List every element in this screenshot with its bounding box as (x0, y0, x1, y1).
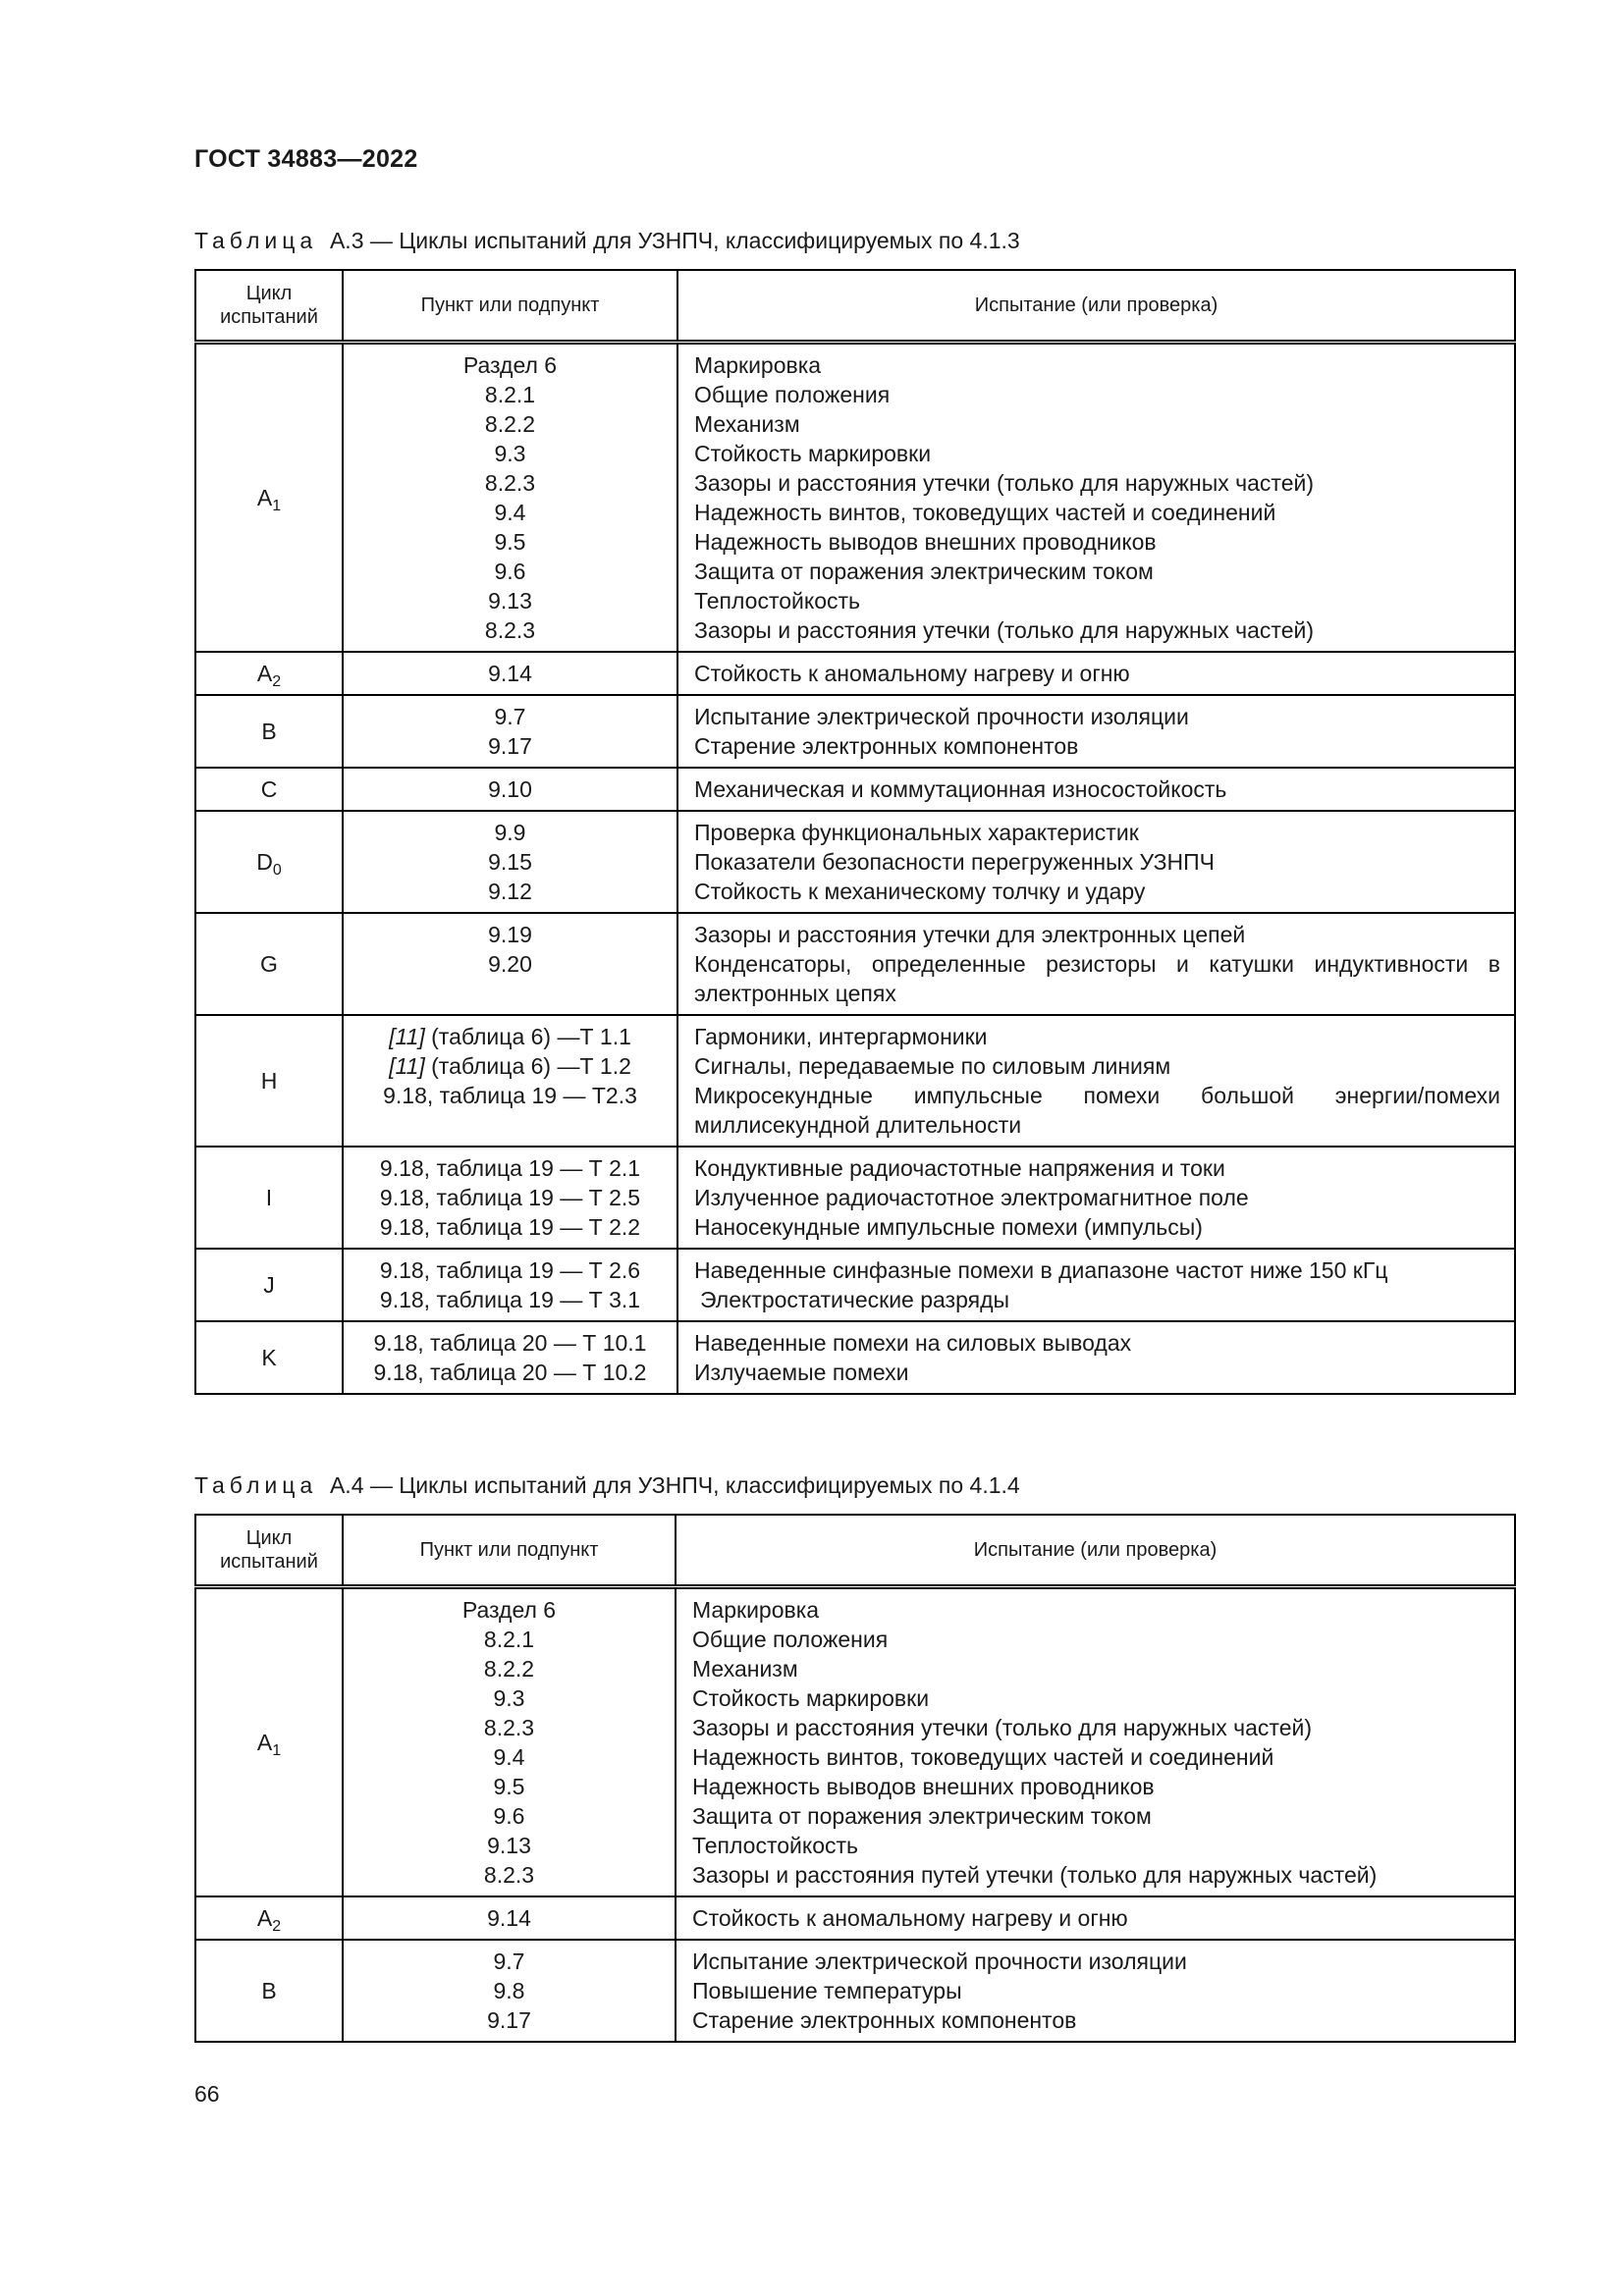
cycle-cell: $A_2$ (195, 652, 343, 695)
table-row (195, 1587, 1515, 1897)
point-cell: 9.14 (343, 1896, 676, 1940)
cycle-cell: $A_1$ (195, 343, 343, 653)
point-cell: 9.9 9.15 9.12 (343, 811, 677, 913)
test-cell: Гармоники, интергармоники Сигналы, передаваемые по силовым линиям Микросекундные импульсные помехи большой энергии/помехи миллисекундной длительности (677, 1015, 1515, 1147)
header-cycle: Цикл испытаний (195, 270, 343, 343)
cycle-cell: $D_0$ (195, 811, 343, 913)
cycle-cell: H (195, 1015, 343, 1147)
test-cell: Маркировка Общие положения Механизм Стойкость маркировки Зазоры и расстояния утечки (только для наружных частей) Надежность винтов, токоведущих частей и соединений Надежность выводов внешних проводников Защита от поражения электрическим током Теплостойкость Зазоры и расстояния утечки (только для наружных частей) (677, 343, 1515, 653)
point-cell: 9.18, таблица 19 — Т 2.6 9.18, таблица 19 — Т 3.1 (343, 1249, 677, 1321)
table-row (195, 1321, 1515, 1394)
point-cell: Раздел 6 8.2.1 8.2.2 9.3 8.2.3 9.4 9.5 9.6 9.13 8.2.3 (343, 343, 677, 653)
test-cell: Наведенные помехи на силовых выводах Излучаемые помехи (677, 1321, 1515, 1394)
reference-11: [11] (389, 1053, 425, 1079)
point-cell: 9.10 (343, 768, 677, 811)
table-row (195, 1896, 1515, 1940)
header-test: Испытание (или проверка) (677, 270, 1515, 343)
point-cell: 9.19 9.20 (343, 913, 677, 1015)
point-cell: [11] (таблица 6) —Т 1.1 [11] (таблица 6) —Т 1.2 9.18, таблица 19 — Т2.3 (343, 1015, 677, 1147)
document-id: ГОСТ 34883—2022 (194, 145, 418, 173)
cycle-cell: G (195, 913, 343, 1015)
table-header-row (195, 270, 1515, 343)
table-caption-a4 (194, 1472, 1020, 1499)
table-row (195, 811, 1515, 913)
table-row (195, 695, 1515, 768)
table-row (195, 1147, 1515, 1249)
table-row (195, 1940, 1515, 2042)
table-row (195, 1015, 1515, 1147)
caption-prefix: Таблица (194, 1472, 318, 1498)
cycle-cell: $A_2$ (195, 1896, 343, 1940)
point-cell: 9.7 9.17 (343, 695, 677, 768)
test-cell: Проверка функциональных характеристик Показатели безопасности перегруженных УЗНПЧ Стойкость к механическому толчку и удару (677, 811, 1515, 913)
caption-prefix: Таблица (194, 228, 318, 253)
table-row (195, 343, 1515, 653)
test-cell: Кондуктивные радиочастотные напряжения и токи Излученное радиочастотное электромагнитное поле Наносекундные импульсные помехи (импульсы) (677, 1147, 1515, 1249)
page-number: 66 (194, 2081, 220, 2107)
table-a3 (194, 269, 1516, 1395)
header-point: Пункт или подпункт (343, 270, 677, 343)
caption-text: А.4 — Циклы испытаний для УЗНПЧ, классифицируемых по 4.1.4 (329, 1472, 1020, 1498)
cycle-cell: B (195, 695, 343, 768)
reference-11: [11] (389, 1024, 425, 1049)
table-row (195, 768, 1515, 811)
point-cell: 9.14 (343, 652, 677, 695)
test-cell: Испытание электрической прочности изоляции Старение электронных компонентов (677, 695, 1515, 768)
table-row (195, 1249, 1515, 1321)
cycle-cell: I (195, 1147, 343, 1249)
table-row (195, 913, 1515, 1015)
test-cell: Механическая и коммутационная износостойкость (677, 768, 1515, 811)
cycle-cell: K (195, 1321, 343, 1394)
table-row (195, 652, 1515, 695)
test-cell: Испытание электрической прочности изоляции Повышение температуры Старение электронных компонентов (676, 1940, 1515, 2042)
cycle-cell: B (195, 1940, 343, 2042)
table-a4 (194, 1514, 1516, 2043)
caption-text: А.3 — Циклы испытаний для УЗНПЧ, классифицируемых по 4.1.3 (329, 228, 1020, 253)
test-cell: Стойкость к аномальному нагреву и огню (676, 1896, 1515, 1940)
point-cell: 9.18, таблица 19 — Т 2.1 9.18, таблица 19 — Т 2.5 9.18, таблица 19 — Т 2.2 (343, 1147, 677, 1249)
test-cell: Стойкость к аномальному нагреву и огню (677, 652, 1515, 695)
cycle-cell: J (195, 1249, 343, 1321)
point-cell: 9.18, таблица 20 — Т 10.1 9.18, таблица 20 — Т 10.2 (343, 1321, 677, 1394)
header-cycle: Цикл испытаний (195, 1515, 343, 1587)
point-cell: Раздел 6 8.2.1 8.2.2 9.3 8.2.3 9.4 9.5 9.6 9.13 8.2.3 (343, 1587, 676, 1897)
table-header-row (195, 1515, 1515, 1587)
cycle-cell: $A_1$ (195, 1587, 343, 1897)
test-cell: Маркировка Общие положения Механизм Стойкость маркировки Зазоры и расстояния утечки (только для наружных частей) Надежность винтов, токоведущих частей и соединений Надежность выводов внешних проводников Защита от поражения электрическим током Теплостойкость Зазоры и расстояния путей утечки (только для наружных частей) (676, 1587, 1515, 1897)
point-cell: 9.7 9.8 9.17 (343, 1940, 676, 2042)
table-caption-a3 (194, 228, 1020, 254)
header-point: Пункт или подпункт (343, 1515, 676, 1587)
test-cell: Зазоры и расстояния утечки для электронных цепей Конденсаторы, определенные резисторы и катушки индуктивности в электронных цепях (677, 913, 1515, 1015)
cycle-cell: C (195, 768, 343, 811)
test-cell: Наведенные синфазные помехи в диапазоне частот ниже 150 кГц Электростатические разряды (677, 1249, 1515, 1321)
header-test: Испытание (или проверка) (676, 1515, 1515, 1587)
